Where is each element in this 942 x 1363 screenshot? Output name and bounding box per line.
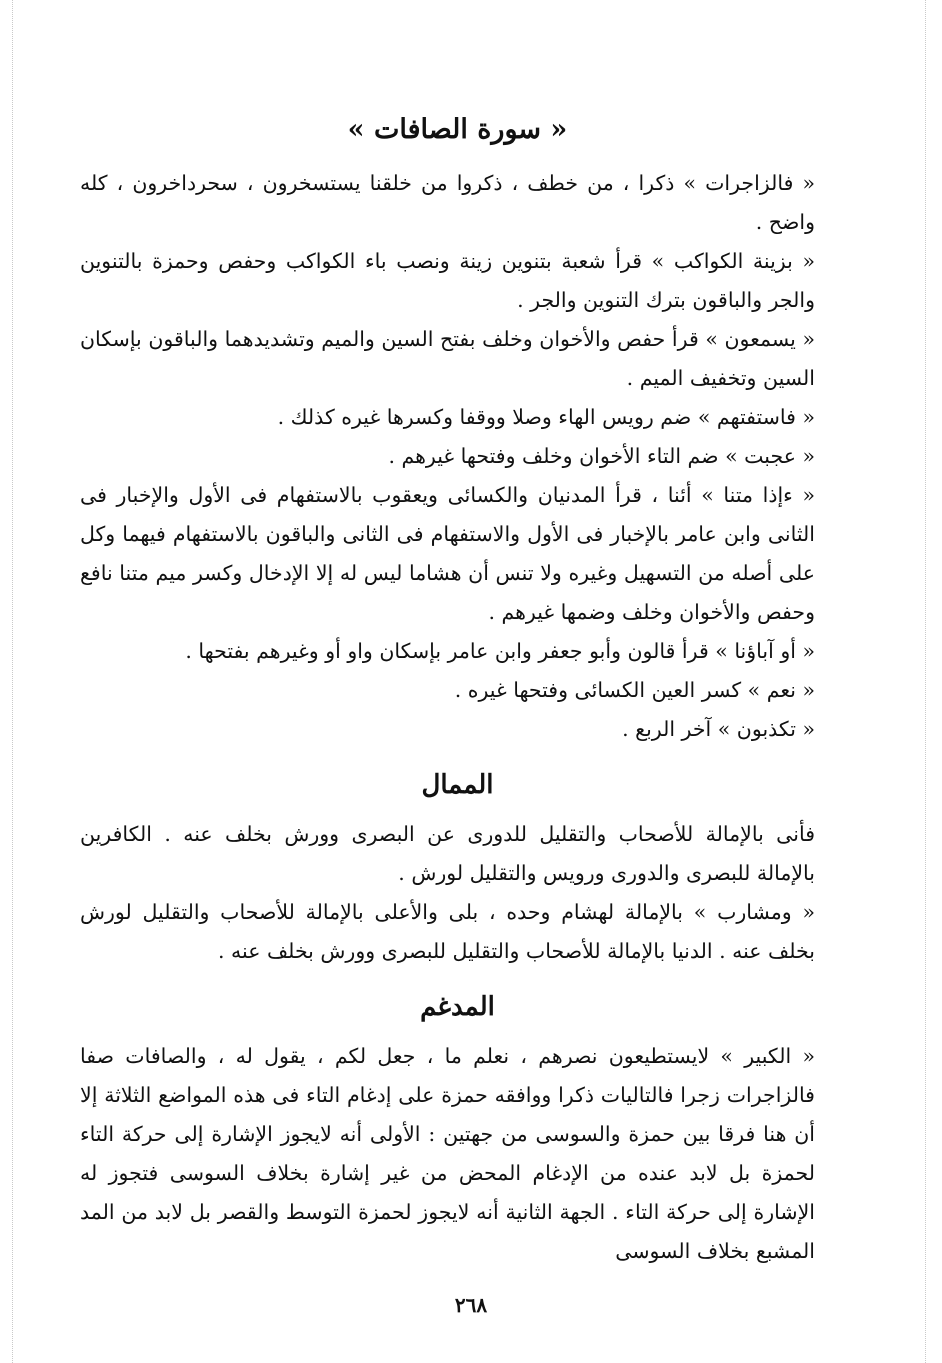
section-mudgham (80, 1037, 835, 1271)
section-readings (80, 164, 835, 749)
section-heading-mudgham: المدغم (420, 992, 495, 1022)
section-mumal (80, 815, 835, 971)
paragraph: « تكذبون » آخر الربع . (622, 717, 815, 741)
scan-margin-left (12, 0, 13, 1363)
paragraph: « الكبير » لايستطيعون نصرهم ، نعلم ما ، جعل لكم ، يقول له ، والصافات صفا فالزاجرات زجرا فالتاليات ذكرا ووافقه حمزة على إدغام التاء فى هذه المواضع الثلاثة إلا أن هنا فرقا بين حمزة والسوسى من جهتين : الأولى أنه لايجوز الإشارة إلى حركة التاء لحمزة بل لابد عنده من الإدغام المحض من غير إشارة بخلاف السوسى فتجوز له الإشارة إلى حركة التاء . الجهة الثانية أنه لايجوز لحمزة التوسط والقصر بل لابد من المد المشبع بخلاف السوسى (80, 1044, 815, 1263)
paragraph: « نعم » كسر العين الكسائى وفتحها غيره . (454, 678, 815, 702)
paragraph: « عجبت » ضم التاء الأخوان وخلف وفتحها غيرهم . (388, 444, 815, 468)
page-number: ٢٦٨ (454, 1293, 488, 1317)
paragraph: « يسمعون » قرأ حفص والأخوان وخلف بفتح السين والميم وتشديدهما والباقون بإسكان السين وتخفيف الميم . (80, 327, 815, 390)
page-body (80, 110, 835, 1271)
paragraph: « ءإذا متنا » أئنا ، قرأ المدنيان والكسائى ويعقوب بالاستفهام فى الأول والإخبار فى الثانى وابن عامر بالإخبار فى الأول والاستفهام فى الثانى والباقون بالاستفهام فيهما وكل على أصله من التسهيل وغيره ولا تنس أن هشاما ليس له إلا الإدخال وكسر ميم متنا نافع وحفص والأخوان وخلف وضمها غيرهم . (80, 483, 815, 624)
section-heading-mumal: الممال (421, 770, 494, 800)
paragraph: « ومشارب » بالإمالة لهشام وحده ، بلى والأعلى بالإمالة للأصحاب والتقليل لورش بخلف عنه . الدنيا بالإمالة للأصحاب والتقليل للبصرى وورش بخلف عنه . (80, 900, 815, 963)
scan-margin-right (925, 0, 926, 1363)
paragraph: « فالزاجرات » ذكرا ، من خطف ، ذكروا من خلقنا يستسخرون ، سحرداخرون ، كله واضح . (80, 171, 815, 234)
paragraph: فأنى بالإمالة للأصحاب والتقليل للدورى عن البصرى وورش بخلف عنه . الكافرين بالإمالة للبصرى والدورى ورويس والتقليل لورش . (80, 822, 815, 885)
paragraph: « فاستفتهم » ضم رويس الهاء وصلا ووقفا وكسرها غيره كذلك . (277, 405, 815, 429)
paragraph: « بزينة الكواكب » قرأ شعبة بتنوين زينة ونصب باء الكواكب وحفص وحمزة بالتنوين والجر والباقون بترك التنوين والجر . (80, 249, 815, 312)
paragraph: « أو آباؤنا » قرأ قالون وأبو جعفر وابن عامر بإسكان واو أو وغيرهم بفتحها . (185, 639, 815, 663)
surah-title: « سورة الصافات » (347, 114, 568, 145)
